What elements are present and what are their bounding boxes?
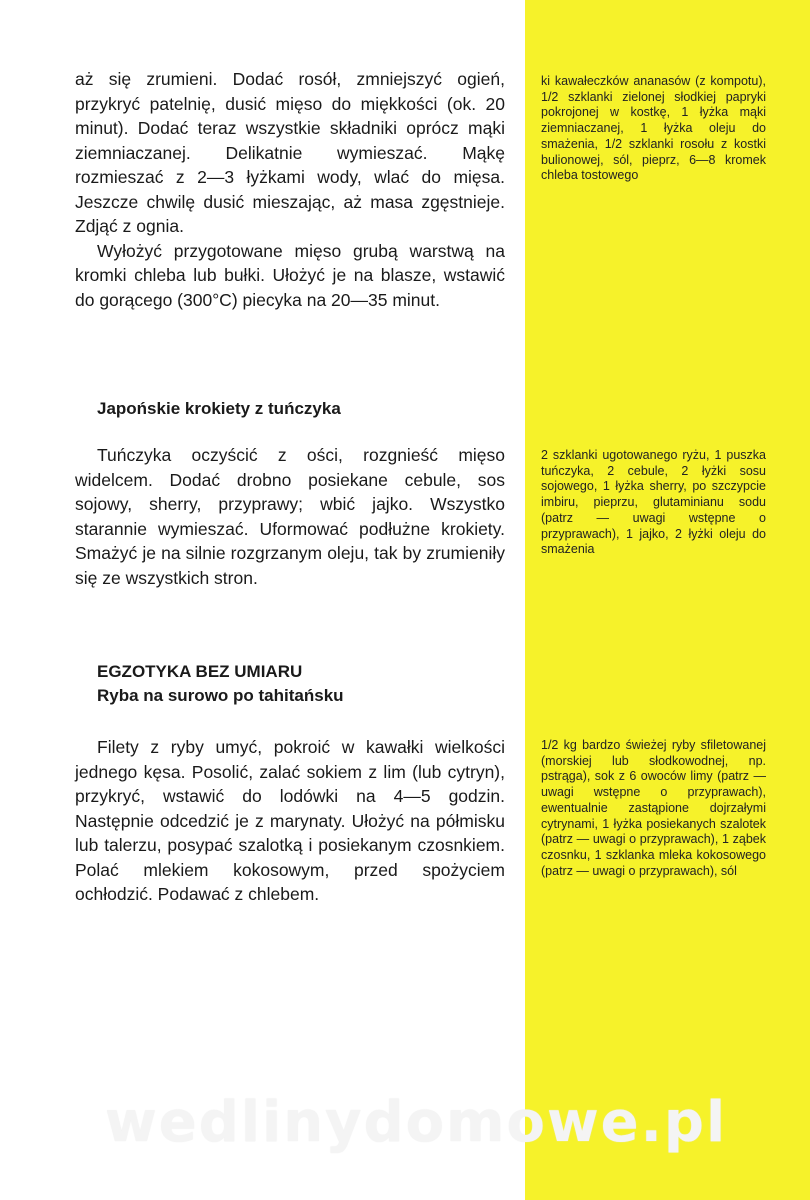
- recipe2-title: Japońskie krokiety z tuńczyka: [97, 399, 341, 418]
- section1-paragraph-2: Wyłożyć przygotowane mięso grubą warstwą na kromki chleba lub bułki. Ułożyć je na blasze, wstawić do gorącego (300°C) piecyka na 20—35 minut.: [75, 240, 505, 310]
- watermark: wedlinydomowe.pl: [105, 1090, 728, 1155]
- recipe2-ingredients: 2 szklanki ugotowanego ryżu, 1 puszka tuńczyka, 2 cebule, 2 łyżki sosu sojowego, 1 łyżka sherry, po szczypcie imbiru, pieprzu, glutaminianu sodu (patrz — uwagi wstępne o przyprawach), 1 jajko, 2 łyżki oleju do smażenia: [541, 448, 766, 557]
- section1-ingredients: ki kawałeczków ananasów (z kompotu), 1/2 szklanki zielonej słodkiej papryki pokrojonej w kostkę, 1 łyżka mąki ziemniaczanej, 1 łyżka oleju do smażenia, 1/2 szklanki rosołu z kostki bulionowej, sól, pieprz, 6—8 kromek chleba tostowego: [541, 74, 766, 183]
- chapter-title: EGZOTYKA BEZ UMIARU: [97, 662, 303, 681]
- recipe3-instructions: Filety z ryby umyć, pokroić w kawałki wielkości jednego kęsa. Posolić, zalać sokiem z lim (lub cytryn), przykryć, wstawić do lodówki na 4—5 godzin. Następnie odcedzić je z marynaty. Ułożyć na półmisku lub talerzu, posypać szalotką i posiekanym czosnkiem. Polać mlekiem kokosowym, przed spożyciem ochłodzić. Podawać z chlebem.: [75, 737, 505, 904]
- recipe3-ingredients: 1/2 kg bardzo świeżej ryby sfiletowanej (morskiej lub słodkowodnej, np. pstrąga), sok z 6 owoców limy (patrz — uwagi wstępne o przyprawach), ewentualnie zastąpione dojrzałymi cytrynami, 1 łyżka posiekanych szalotek (patrz — uwagi o przyprawach), 1 ząbek czosnku, 1 szklanka mleka kokosowego (patrz — uwagi o przyprawach), sól: [541, 738, 766, 878]
- recipe2-instructions: Tuńczyka oczyścić z ości, rozgnieść mięso widelcem. Dodać drobno posiekane cebule, sos sojowy, sherry, przyprawy; wbić jajko. Wszystko starannie wymieszać. Uformować podłużne krokiety. Smażyć je na silnie rozgrzanym oleju, tak by zrumieniły się ze wszystkich stron.: [75, 445, 505, 588]
- section1-instructions: [75, 67, 505, 312]
- recipe2-instructions-block: [75, 443, 505, 590]
- recipe3-title: Ryba na surowo po tahitańsku: [97, 686, 344, 705]
- recipe3-instructions-block: [75, 735, 505, 907]
- section1-paragraph-1: aż się zrumieni. Dodać rosół, zmniejszyć ogień, przykryć patelnię, dusić mięso do miękkości (ok. 20 minut). Dodać teraz wszystkie składniki oprócz mąki ziemniaczanej. Delikatnie wymieszać. Mąkę rozmieszać z 2—3 łyżkami wody, wlać do mięsa. Jeszcze chwilę dusić mieszając, aż masa zgęstnieje. Zdjąć z ognia.: [75, 69, 505, 236]
